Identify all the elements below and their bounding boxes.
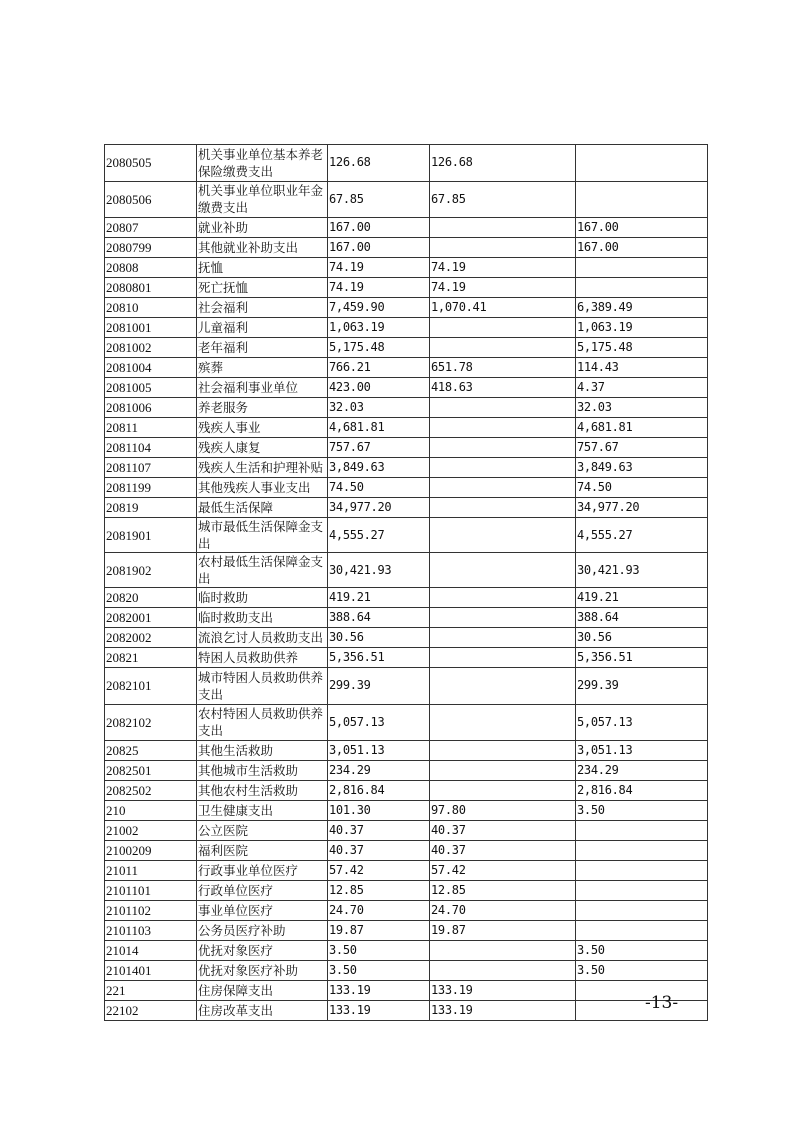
project-expenditure-cell: [576, 821, 708, 841]
project-expenditure-cell: 3.50: [576, 801, 708, 821]
subject-name-cell: 流浪乞讨人员救助支出: [197, 628, 328, 648]
table-row: [105, 761, 708, 781]
basic-expenditure-cell: [430, 761, 576, 781]
basic-expenditure-cell: [430, 741, 576, 761]
basic-expenditure-cell: [430, 588, 576, 608]
project-expenditure-cell: [576, 181, 708, 218]
table-row: [105, 518, 708, 553]
basic-expenditure-cell: [430, 553, 576, 588]
total-amount-cell: 7,459.90: [328, 298, 430, 318]
table-row: [105, 981, 708, 1001]
subject-code-cell: 20819: [105, 498, 197, 518]
total-amount-cell: 423.00: [328, 378, 430, 398]
basic-expenditure-cell: [430, 518, 576, 553]
basic-expenditure-cell: [430, 648, 576, 668]
subject-code-cell: 2101101: [105, 881, 197, 901]
basic-expenditure-cell: 97.80: [430, 801, 576, 821]
basic-expenditure-cell: 651.78: [430, 358, 576, 378]
table-row: [105, 881, 708, 901]
table-row: [105, 821, 708, 841]
project-expenditure-cell: 6,389.49: [576, 298, 708, 318]
total-amount-cell: 19.87: [328, 921, 430, 941]
subject-code-cell: 2082102: [105, 704, 197, 741]
subject-code-cell: 2081902: [105, 553, 197, 588]
subject-name-cell: 最低生活保障: [197, 498, 328, 518]
subject-code-cell: 2082502: [105, 781, 197, 801]
subject-code-cell: 2101401: [105, 961, 197, 981]
project-expenditure-cell: 757.67: [576, 438, 708, 458]
subject-name-cell: 其他就业补助支出: [197, 238, 328, 258]
basic-expenditure-cell: 74.19: [430, 278, 576, 298]
subject-code-cell: 20821: [105, 648, 197, 668]
subject-code-cell: 221: [105, 981, 197, 1001]
subject-name-cell: 住房保障支出: [197, 981, 328, 1001]
budget-expenditure-table: [104, 144, 708, 1021]
basic-expenditure-cell: 24.70: [430, 901, 576, 921]
basic-expenditure-cell: [430, 398, 576, 418]
subject-code-cell: 2081005: [105, 378, 197, 398]
total-amount-cell: 133.19: [328, 981, 430, 1001]
project-expenditure-cell: [576, 278, 708, 298]
project-expenditure-cell: [576, 1001, 708, 1021]
subject-code-cell: 2081001: [105, 318, 197, 338]
total-amount-cell: 24.70: [328, 901, 430, 921]
project-expenditure-cell: 5,175.48: [576, 338, 708, 358]
subject-code-cell: 2081104: [105, 438, 197, 458]
project-expenditure-cell: [576, 981, 708, 1001]
table-row: [105, 1001, 708, 1021]
subject-name-cell: 养老服务: [197, 398, 328, 418]
table-row: [105, 338, 708, 358]
table-row: [105, 668, 708, 705]
table-row: [105, 608, 708, 628]
project-expenditure-cell: [576, 901, 708, 921]
total-amount-cell: 74.19: [328, 278, 430, 298]
subject-name-cell: 城市最低生活保障金支出: [197, 518, 328, 553]
project-expenditure-cell: 299.39: [576, 668, 708, 705]
subject-code-cell: 210: [105, 801, 197, 821]
total-amount-cell: 766.21: [328, 358, 430, 378]
subject-code-cell: 2080801: [105, 278, 197, 298]
subject-code-cell: 2081199: [105, 478, 197, 498]
total-amount-cell: 40.37: [328, 841, 430, 861]
subject-name-cell: 社会福利事业单位: [197, 378, 328, 398]
total-amount-cell: 2,816.84: [328, 781, 430, 801]
total-amount-cell: 126.68: [328, 145, 430, 182]
total-amount-cell: 234.29: [328, 761, 430, 781]
basic-expenditure-cell: 57.42: [430, 861, 576, 881]
subject-code-cell: 20811: [105, 418, 197, 438]
table-row: [105, 961, 708, 981]
subject-name-cell: 其他生活救助: [197, 741, 328, 761]
basic-expenditure-cell: [430, 608, 576, 628]
project-expenditure-cell: 5,356.51: [576, 648, 708, 668]
subject-code-cell: 2081004: [105, 358, 197, 378]
basic-expenditure-cell: [430, 238, 576, 258]
table-row: [105, 318, 708, 338]
basic-expenditure-cell: [430, 438, 576, 458]
subject-name-cell: 农村特困人员救助供养支出: [197, 704, 328, 741]
subject-name-cell: 临时救助支出: [197, 608, 328, 628]
subject-name-cell: 优抚对象医疗补助: [197, 961, 328, 981]
subject-name-cell: 福利医院: [197, 841, 328, 861]
subject-code-cell: 2080506: [105, 181, 197, 218]
total-amount-cell: 757.67: [328, 438, 430, 458]
subject-name-cell: 残疾人事业: [197, 418, 328, 438]
table-row: [105, 781, 708, 801]
project-expenditure-cell: 4,555.27: [576, 518, 708, 553]
subject-name-cell: 机关事业单位基本养老保险缴费支出: [197, 145, 328, 182]
project-expenditure-cell: 2,816.84: [576, 781, 708, 801]
subject-code-cell: 2082002: [105, 628, 197, 648]
total-amount-cell: 4,681.81: [328, 418, 430, 438]
basic-expenditure-cell: 133.19: [430, 981, 576, 1001]
project-expenditure-cell: 3.50: [576, 961, 708, 981]
basic-expenditure-cell: [430, 781, 576, 801]
project-expenditure-cell: 30.56: [576, 628, 708, 648]
subject-name-cell: 残疾人生活和护理补贴: [197, 458, 328, 478]
table-row: [105, 498, 708, 518]
basic-expenditure-cell: [430, 338, 576, 358]
total-amount-cell: 40.37: [328, 821, 430, 841]
project-expenditure-cell: 419.21: [576, 588, 708, 608]
subject-code-cell: 2100209: [105, 841, 197, 861]
subject-code-cell: 2082501: [105, 761, 197, 781]
project-expenditure-cell: 4,681.81: [576, 418, 708, 438]
table-row: [105, 553, 708, 588]
basic-expenditure-cell: 40.37: [430, 841, 576, 861]
total-amount-cell: 167.00: [328, 238, 430, 258]
subject-name-cell: 卫生健康支出: [197, 801, 328, 821]
project-expenditure-cell: 3,849.63: [576, 458, 708, 478]
table-body: [105, 145, 708, 1021]
total-amount-cell: 74.19: [328, 258, 430, 278]
subject-code-cell: 20825: [105, 741, 197, 761]
project-expenditure-cell: 34,977.20: [576, 498, 708, 518]
subject-name-cell: 死亡抚恤: [197, 278, 328, 298]
table-row: [105, 628, 708, 648]
table-row: [105, 801, 708, 821]
total-amount-cell: 1,063.19: [328, 318, 430, 338]
project-expenditure-cell: 30,421.93: [576, 553, 708, 588]
subject-code-cell: 22102: [105, 1001, 197, 1021]
table-row: [105, 841, 708, 861]
subject-name-cell: 优抚对象医疗: [197, 941, 328, 961]
subject-code-cell: 2081107: [105, 458, 197, 478]
project-expenditure-cell: 3.50: [576, 941, 708, 961]
table-row: [105, 398, 708, 418]
total-amount-cell: 388.64: [328, 608, 430, 628]
subject-name-cell: 住房改革支出: [197, 1001, 328, 1021]
total-amount-cell: 3.50: [328, 961, 430, 981]
page-number: -13-: [645, 993, 679, 1013]
table-row: [105, 588, 708, 608]
total-amount-cell: 3.50: [328, 941, 430, 961]
subject-name-cell: 事业单位医疗: [197, 901, 328, 921]
basic-expenditure-cell: 19.87: [430, 921, 576, 941]
table-row: [105, 145, 708, 182]
subject-code-cell: 21011: [105, 861, 197, 881]
subject-code-cell: 20820: [105, 588, 197, 608]
table-row: [105, 278, 708, 298]
project-expenditure-cell: 3,051.13: [576, 741, 708, 761]
table-row: [105, 418, 708, 438]
project-expenditure-cell: 388.64: [576, 608, 708, 628]
table-row: [105, 941, 708, 961]
subject-name-cell: 特困人员救助供养: [197, 648, 328, 668]
table-row: [105, 358, 708, 378]
basic-expenditure-cell: 126.68: [430, 145, 576, 182]
total-amount-cell: 30.56: [328, 628, 430, 648]
total-amount-cell: 32.03: [328, 398, 430, 418]
basic-expenditure-cell: 1,070.41: [430, 298, 576, 318]
total-amount-cell: 133.19: [328, 1001, 430, 1021]
subject-name-cell: 残疾人康复: [197, 438, 328, 458]
table-row: [105, 901, 708, 921]
subject-code-cell: 2080799: [105, 238, 197, 258]
basic-expenditure-cell: 67.85: [430, 181, 576, 218]
project-expenditure-cell: [576, 258, 708, 278]
basic-expenditure-cell: [430, 318, 576, 338]
table-row: [105, 861, 708, 881]
table-row: [105, 181, 708, 218]
project-expenditure-cell: 5,057.13: [576, 704, 708, 741]
total-amount-cell: 67.85: [328, 181, 430, 218]
total-amount-cell: 3,051.13: [328, 741, 430, 761]
project-expenditure-cell: 114.43: [576, 358, 708, 378]
basic-expenditure-cell: [430, 941, 576, 961]
subject-name-cell: 抚恤: [197, 258, 328, 278]
basic-expenditure-cell: 418.63: [430, 378, 576, 398]
total-amount-cell: 5,356.51: [328, 648, 430, 668]
subject-name-cell: 其他农村生活救助: [197, 781, 328, 801]
subject-name-cell: 机关事业单位职业年金缴费支出: [197, 181, 328, 218]
total-amount-cell: 34,977.20: [328, 498, 430, 518]
subject-name-cell: 临时救助: [197, 588, 328, 608]
project-expenditure-cell: [576, 841, 708, 861]
table-row: [105, 378, 708, 398]
total-amount-cell: 5,175.48: [328, 338, 430, 358]
subject-name-cell: 农村最低生活保障金支出: [197, 553, 328, 588]
project-expenditure-cell: 167.00: [576, 238, 708, 258]
table-row: [105, 704, 708, 741]
subject-name-cell: 城市特困人员救助供养支出: [197, 668, 328, 705]
subject-name-cell: 行政事业单位医疗: [197, 861, 328, 881]
table-row: [105, 478, 708, 498]
subject-name-cell: 社会福利: [197, 298, 328, 318]
subject-code-cell: 2101102: [105, 901, 197, 921]
project-expenditure-cell: [576, 921, 708, 941]
basic-expenditure-cell: [430, 478, 576, 498]
subject-code-cell: 2081901: [105, 518, 197, 553]
subject-name-cell: 公立医院: [197, 821, 328, 841]
subject-code-cell: 2082001: [105, 608, 197, 628]
table-row: [105, 648, 708, 668]
subject-name-cell: 其他城市生活救助: [197, 761, 328, 781]
basic-expenditure-cell: [430, 704, 576, 741]
total-amount-cell: 30,421.93: [328, 553, 430, 588]
total-amount-cell: 419.21: [328, 588, 430, 608]
total-amount-cell: 3,849.63: [328, 458, 430, 478]
subject-code-cell: 2080505: [105, 145, 197, 182]
project-expenditure-cell: [576, 145, 708, 182]
table-row: [105, 238, 708, 258]
subject-name-cell: 就业补助: [197, 218, 328, 238]
subject-code-cell: 2081002: [105, 338, 197, 358]
table-row: [105, 218, 708, 238]
subject-name-cell: 儿童福利: [197, 318, 328, 338]
project-expenditure-cell: 32.03: [576, 398, 708, 418]
subject-code-cell: 2101103: [105, 921, 197, 941]
subject-code-cell: 20808: [105, 258, 197, 278]
basic-expenditure-cell: [430, 418, 576, 438]
basic-expenditure-cell: 40.37: [430, 821, 576, 841]
project-expenditure-cell: 167.00: [576, 218, 708, 238]
basic-expenditure-cell: [430, 458, 576, 478]
subject-code-cell: 20810: [105, 298, 197, 318]
total-amount-cell: 299.39: [328, 668, 430, 705]
total-amount-cell: 5,057.13: [328, 704, 430, 741]
subject-name-cell: 公务员医疗补助: [197, 921, 328, 941]
basic-expenditure-cell: [430, 218, 576, 238]
total-amount-cell: 4,555.27: [328, 518, 430, 553]
total-amount-cell: 12.85: [328, 881, 430, 901]
basic-expenditure-cell: 133.19: [430, 1001, 576, 1021]
project-expenditure-cell: 74.50: [576, 478, 708, 498]
table-row: [105, 921, 708, 941]
subject-name-cell: 其他残疾人事业支出: [197, 478, 328, 498]
subject-code-cell: 2082101: [105, 668, 197, 705]
subject-name-cell: 老年福利: [197, 338, 328, 358]
basic-expenditure-cell: [430, 498, 576, 518]
subject-code-cell: 21014: [105, 941, 197, 961]
total-amount-cell: 74.50: [328, 478, 430, 498]
table-row: [105, 258, 708, 278]
project-expenditure-cell: 1,063.19: [576, 318, 708, 338]
subject-code-cell: 20807: [105, 218, 197, 238]
subject-name-cell: 殡葬: [197, 358, 328, 378]
basic-expenditure-cell: 74.19: [430, 258, 576, 278]
table-row: [105, 741, 708, 761]
subject-code-cell: 21002: [105, 821, 197, 841]
project-expenditure-cell: 4.37: [576, 378, 708, 398]
total-amount-cell: 167.00: [328, 218, 430, 238]
basic-expenditure-cell: 12.85: [430, 881, 576, 901]
basic-expenditure-cell: [430, 961, 576, 981]
subject-name-cell: 行政单位医疗: [197, 881, 328, 901]
total-amount-cell: 57.42: [328, 861, 430, 881]
subject-code-cell: 2081006: [105, 398, 197, 418]
project-expenditure-cell: 234.29: [576, 761, 708, 781]
project-expenditure-cell: [576, 861, 708, 881]
project-expenditure-cell: [576, 881, 708, 901]
total-amount-cell: 101.30: [328, 801, 430, 821]
table-row: [105, 298, 708, 318]
table-row: [105, 458, 708, 478]
basic-expenditure-cell: [430, 668, 576, 705]
table-row: [105, 438, 708, 458]
basic-expenditure-cell: [430, 628, 576, 648]
